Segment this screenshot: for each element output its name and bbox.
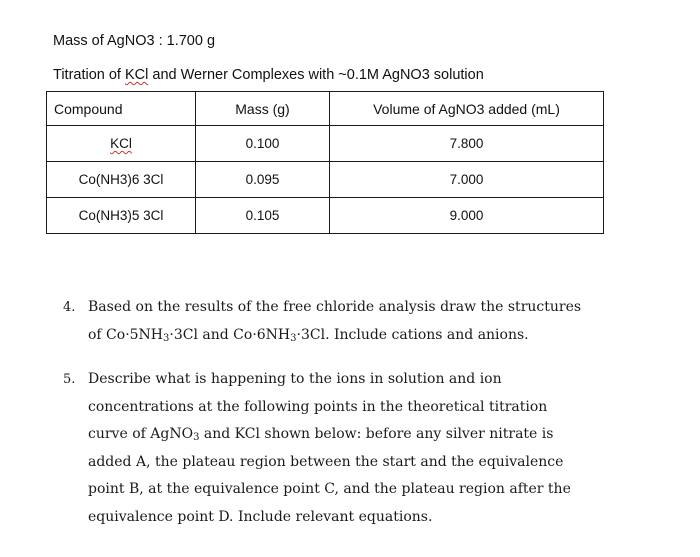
question-line: Describe what is happening to the ions in solution and ion: [88, 371, 502, 387]
titration-prefix: Titration of: [53, 67, 125, 83]
titration-kcl-text: KCl: [125, 67, 149, 83]
table-row: [47, 162, 604, 198]
compound-cell: [47, 126, 196, 162]
titration-suffix: and Werner Complexes with ~0.1M AgNO3 solution: [148, 67, 484, 83]
volume-cell: 7.000: [330, 162, 604, 198]
volume-cell: 7.800: [330, 126, 604, 162]
question-line: point B, at the equivalence point C, and the plateau region after the: [88, 481, 571, 497]
question-number: 5.: [63, 372, 76, 387]
question-text: [88, 366, 598, 531]
question-text: [88, 294, 598, 349]
question-4: [63, 294, 683, 349]
compound-cell: Co(NH3)6 3Cl: [47, 162, 196, 198]
header-mass: Mass (g): [196, 92, 330, 126]
question-number: 4.: [63, 300, 76, 315]
mass-cell: 0.095: [196, 162, 330, 198]
question-line: Based on the results of the free chloride analysis draw the structures: [88, 299, 582, 315]
table-row: [47, 126, 604, 162]
question-line: equivalence point D. Include relevant equations.: [88, 508, 433, 525]
header-volume: Volume of AgNO3 added (mL): [330, 92, 604, 126]
mass-of-agno3-label: Mass of AgNO3 : 1.700 g: [53, 33, 216, 49]
compound-name: KCl: [110, 136, 132, 151]
question-5: [63, 366, 683, 531]
mass-cell: 0.100: [196, 126, 330, 162]
question-line: curve of AgNO$_3$ and KCl shown below: before any silver nitrate is: [88, 426, 554, 443]
mass-cell: 0.105: [196, 198, 330, 234]
header-compound: Compound: [47, 92, 196, 126]
titration-results-table: [46, 91, 604, 234]
question-line: concentrations at the following points in the theoretical titration: [88, 398, 548, 415]
question-line: of $Co\cdot 5NH_3\cdot 3Cl$ and $Co\cdot 6NH_3\cdot 3Cl$. Include cations and anions.: [88, 326, 529, 344]
compound-cell: Co(NH3)5 3Cl: [47, 198, 196, 234]
question-line: added A, the plateau region between the start and the equivalence: [88, 453, 564, 470]
titration-description: [53, 67, 484, 83]
table-row: [47, 198, 604, 234]
question-list: [63, 294, 683, 531]
table-header-row: [47, 92, 604, 126]
volume-cell: 9.000: [330, 198, 604, 234]
